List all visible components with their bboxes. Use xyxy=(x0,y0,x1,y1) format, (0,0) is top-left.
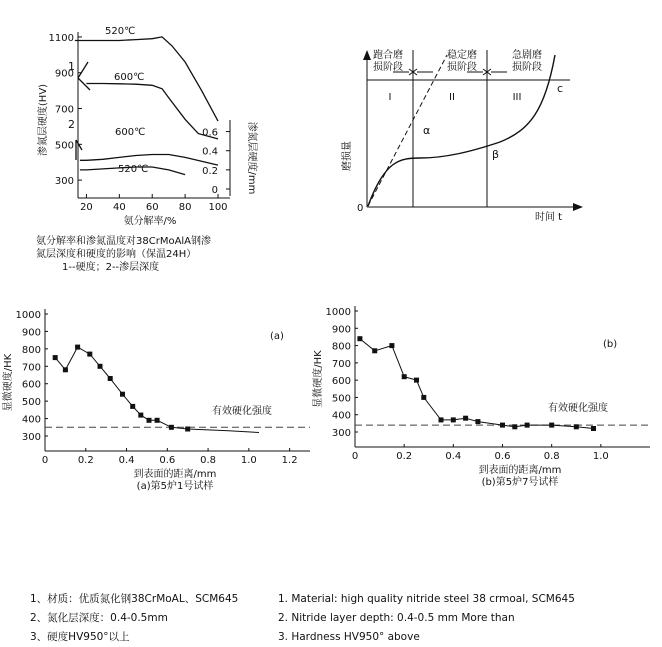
region-label-1: I xyxy=(388,92,392,103)
chart-caption: (a)第5炉1号试样 xyxy=(136,481,214,492)
y-right-tick-label: 0.4 xyxy=(202,146,218,158)
data-point xyxy=(414,378,419,383)
x-tick-label: 0.4 xyxy=(118,455,135,466)
y-axis-label: 磨损量 xyxy=(342,141,353,171)
series-line-2 xyxy=(86,84,218,139)
y-tick-label: 700 xyxy=(331,358,351,370)
y-tick-label: 900 xyxy=(331,324,351,336)
x-tick-label: 100 xyxy=(208,202,228,213)
data-point xyxy=(402,374,407,379)
hardness-chart-b xyxy=(311,306,650,488)
x-tick-label: 40 xyxy=(112,202,126,213)
y-right-tick-label: 0 xyxy=(211,185,218,196)
caption-line-2: 氮层深度和硬度的影响（保温24H） xyxy=(36,249,197,260)
y-left-tick-label: 900 xyxy=(54,68,74,80)
y-tick-label: 300 xyxy=(21,432,41,443)
series-1-bracket xyxy=(78,62,90,90)
x-tick-label: 0.4 xyxy=(445,451,462,462)
series-line-1 xyxy=(75,37,218,121)
y-tick-label: 400 xyxy=(21,414,41,426)
y-tick-label: 300 xyxy=(331,428,351,439)
x-axis-label: 到表面的距离/mm xyxy=(133,469,217,480)
region-title-1-line2: 损阶段 xyxy=(373,62,403,73)
wear-curve xyxy=(368,55,555,206)
y-right-tick-label: 0.2 xyxy=(202,165,218,177)
alpha-dashed-line xyxy=(368,55,447,206)
threshold-label: 有效硬化强度 xyxy=(212,406,272,417)
y-tick-label: 700 xyxy=(21,362,41,374)
panel-label: (a) xyxy=(270,331,284,342)
data-point xyxy=(63,367,68,372)
x-tick-label: 0.8 xyxy=(543,451,560,462)
note-cn-3: 3、硬度HV950°以上 xyxy=(30,631,130,643)
note-cn-2: 2、氮化层深度：0.4-0.5mm xyxy=(30,612,168,624)
nitriding-caption xyxy=(36,235,211,274)
hardness-chart-a xyxy=(1,309,310,492)
region-label-3: III xyxy=(512,92,522,103)
y-right-axis-label: 渗氮层硬度/mm xyxy=(246,121,257,195)
region-title-3-line2: 损阶段 xyxy=(512,62,542,73)
data-point xyxy=(53,355,58,360)
x-tick-label: 80 xyxy=(178,202,192,213)
curve-label-alpha: α xyxy=(423,124,431,137)
region-arrow-head xyxy=(413,69,417,75)
y-tick-label: 600 xyxy=(331,376,351,388)
annotation-600c-hardness: 600℃ xyxy=(114,72,145,83)
data-point xyxy=(130,404,135,409)
x-tick-label: 0 xyxy=(351,451,359,462)
x-tick-label: 20 xyxy=(80,202,93,213)
data-point xyxy=(147,418,152,423)
region-title-2-line2: 损阶段 xyxy=(447,62,477,73)
data-point xyxy=(155,418,160,423)
y-tick-label: 500 xyxy=(331,393,351,405)
data-point xyxy=(87,352,92,357)
region-title-1: 跑合磨 xyxy=(373,50,403,61)
x-tick-label: 0.8 xyxy=(200,455,217,466)
caption-line-1: 氨分解率和渗氮温度对38CrMoAlA钢渗 xyxy=(36,236,212,247)
origin-label: 0 xyxy=(357,203,364,214)
notes-english xyxy=(278,590,575,647)
notes-chinese xyxy=(30,590,238,647)
annotation-label-2: 2 xyxy=(68,118,75,131)
x-axis-label: 时间 t xyxy=(535,212,563,223)
caption-line-3: 1--硬度；2--渗层深度 xyxy=(62,262,160,273)
data-point xyxy=(500,423,505,428)
data-point xyxy=(120,392,125,397)
y-left-axis-label: 渗氮层硬度(HV) xyxy=(38,83,49,157)
x-tick-label: 0.6 xyxy=(159,455,176,466)
region-label-2: II xyxy=(449,92,455,103)
y-tick-label: 800 xyxy=(21,344,41,356)
wear-curve-chart xyxy=(340,48,583,223)
x-tick-label: 1.2 xyxy=(281,455,298,466)
data-point xyxy=(451,417,456,422)
note-en-1: 1. Material: high quality nitride steel 38 crmoal, SCM645 xyxy=(278,593,575,605)
panel-label: (b) xyxy=(603,339,618,350)
y-tick-label: 1000 xyxy=(325,307,351,318)
curve-label-beta: β xyxy=(492,148,500,161)
x-tick-label: 1.0 xyxy=(240,455,257,466)
curve-label-c: c xyxy=(557,82,564,95)
data-point xyxy=(98,364,103,369)
y-tick-label: 1000 xyxy=(15,310,41,321)
y-right-tick-label: 0.6 xyxy=(202,127,218,139)
note-cn-1: 1、材质：优质氮化钢38CrMoAL、SCM645 xyxy=(30,593,239,605)
region-title-2: 稳定磨 xyxy=(447,50,477,61)
x-axis-label: 氨分解率/% xyxy=(123,216,177,227)
annotation-600c-depth: 600℃ xyxy=(115,127,146,138)
y-tick-label: 500 xyxy=(21,397,41,409)
annotation-label-1: 1 xyxy=(68,60,75,73)
data-point xyxy=(439,417,444,422)
nitriding-chart xyxy=(36,26,259,227)
x-axis-label: 到表面的距离/mm xyxy=(478,465,562,476)
y-tick-label: 400 xyxy=(331,410,351,422)
y-left-tick-label: 500 xyxy=(54,140,74,152)
data-point xyxy=(185,427,190,432)
data-point xyxy=(463,416,468,421)
series-2-bracket xyxy=(76,140,82,160)
data-point xyxy=(421,395,426,400)
data-point xyxy=(357,336,362,341)
note-en-2: 2. Nitride layer depth: 0.4-0.5 mm More than xyxy=(278,612,515,624)
annotation-520c-depth: 520℃ xyxy=(118,164,149,175)
data-point xyxy=(389,343,394,348)
series-line-3 xyxy=(80,155,218,166)
chart-caption: (b)第5炉7号试样 xyxy=(481,477,559,488)
data-point xyxy=(512,424,517,429)
data-point xyxy=(372,348,377,353)
y-tick-label: 900 xyxy=(21,327,41,339)
y-tick-label: 600 xyxy=(21,379,41,391)
data-point xyxy=(549,423,554,428)
annotation-520c-hardness: 520℃ xyxy=(105,26,136,37)
data-point xyxy=(75,345,80,350)
y-tick-label: 800 xyxy=(331,341,351,353)
y-left-tick-label: 700 xyxy=(54,104,74,116)
data-point xyxy=(591,426,596,431)
data-point xyxy=(574,424,579,429)
data-point xyxy=(475,419,480,424)
note-en-3: 3. Hardness HV950° above xyxy=(278,631,420,643)
y-axis-label: 显微硬度/HK xyxy=(313,350,324,408)
y-axis-arrow xyxy=(363,50,371,60)
x-tick-label: 1.0 xyxy=(592,451,609,462)
x-tick-label: 60 xyxy=(145,202,159,213)
x-axis-arrow xyxy=(573,203,583,211)
y-axis-label: 显微硬度/HK xyxy=(3,353,14,412)
region-title-3: 急剧磨 xyxy=(512,50,542,61)
data-point xyxy=(169,425,174,430)
hardness-trend-line xyxy=(360,339,594,429)
data-point xyxy=(138,413,143,418)
y-left-tick-label: 300 xyxy=(54,176,74,188)
x-tick-label: 0.6 xyxy=(494,451,511,462)
region-arrow-head xyxy=(487,69,491,75)
y-left-tick-label: 1100 xyxy=(48,32,74,44)
threshold-label: 有效硬化强度 xyxy=(548,403,608,414)
x-tick-label: 0.2 xyxy=(77,455,94,466)
data-point xyxy=(108,376,113,381)
x-tick-label: 0.2 xyxy=(396,451,413,462)
data-point xyxy=(525,423,530,428)
x-tick-label: 0 xyxy=(41,455,49,466)
